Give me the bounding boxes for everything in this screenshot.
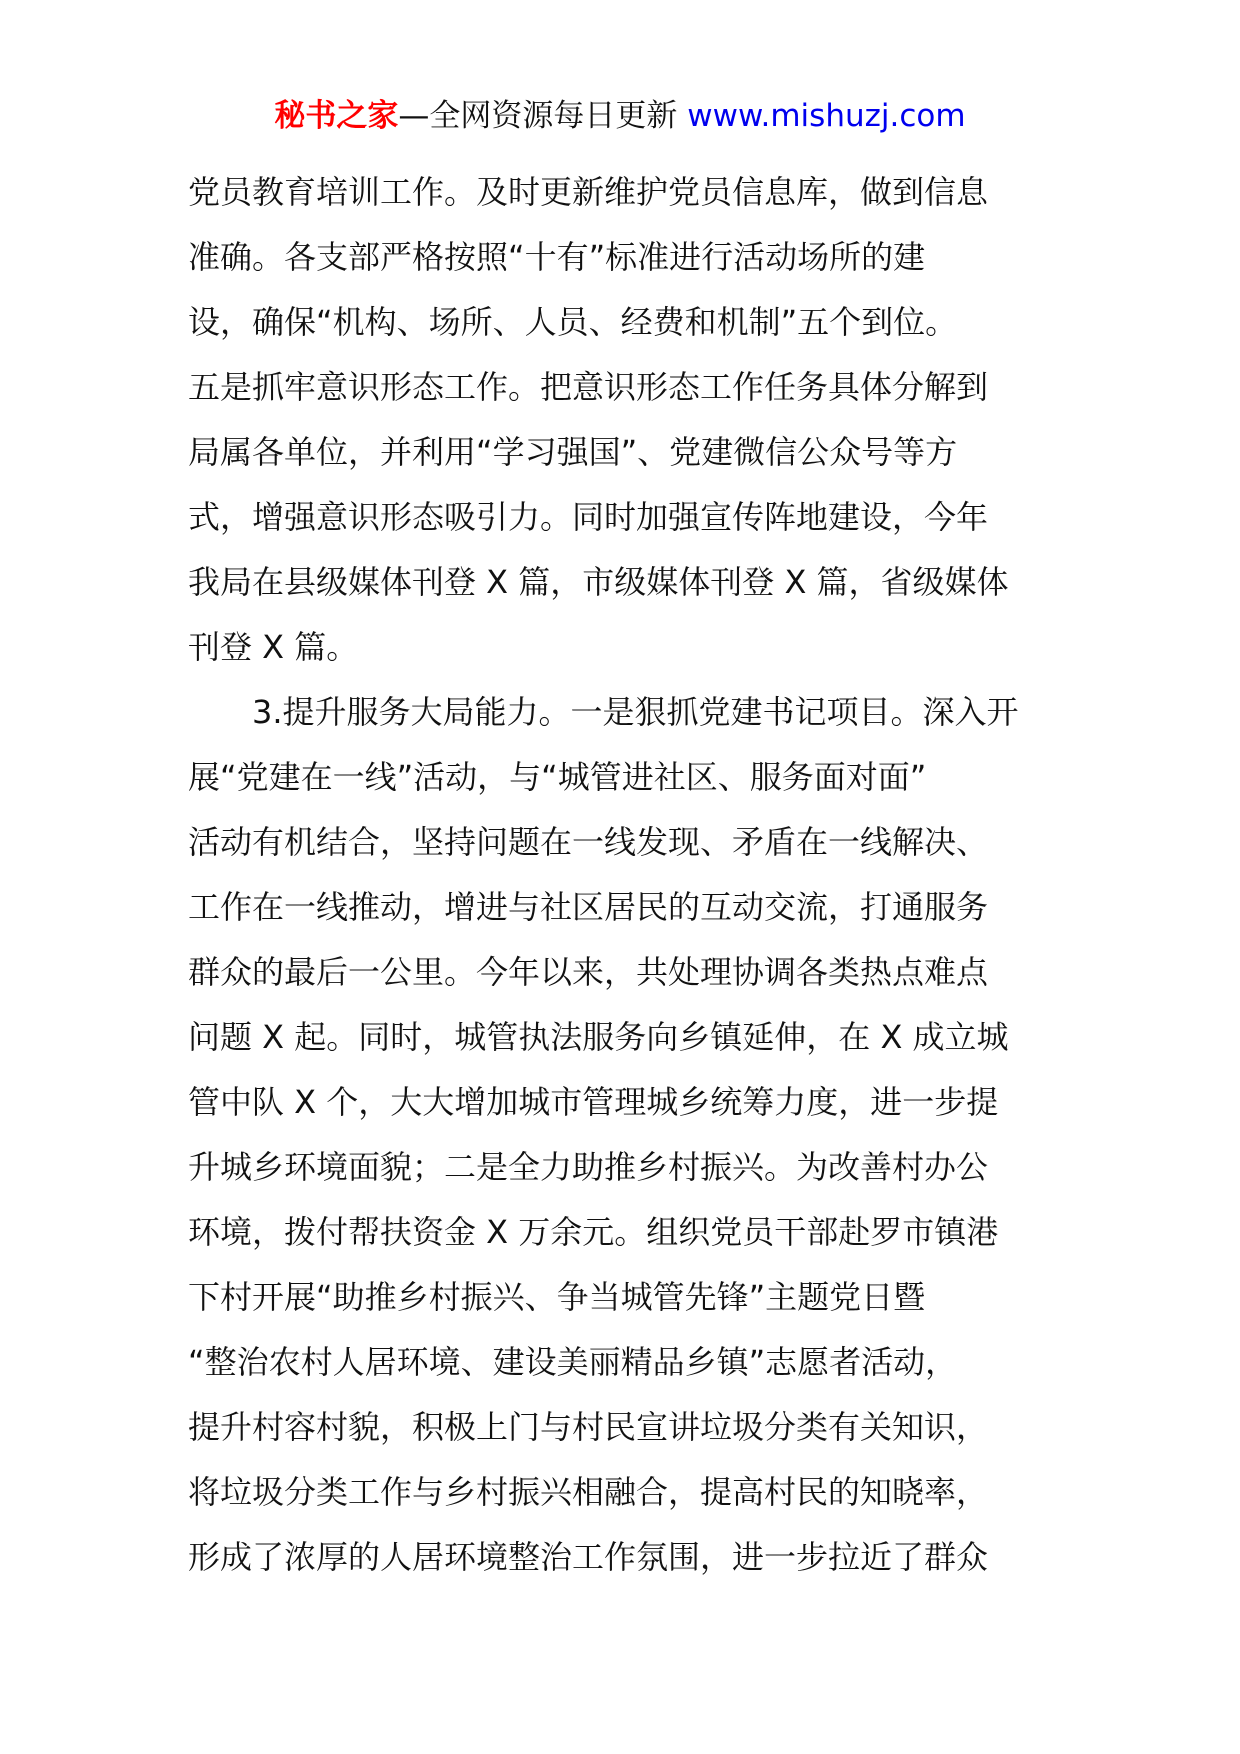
text-line: “整治农村人居环境、建设美丽精品乡镇”志愿者活动，	[188, 1343, 958, 1381]
text-line: 刊登 X 篇。	[188, 628, 359, 666]
text-line: 设，确保“机构、场所、人员、经费和机制”五个到位。	[188, 303, 958, 341]
text-line: 我局在县级媒体刊登 X 篇，市级媒体刊登 X 篇，省级媒体	[188, 563, 1009, 601]
text-line: 环境，拨付帮扶资金 X 万余元。组织党员干部赴罗市镇港	[188, 1213, 999, 1251]
text-line: 工作在一线推动，增进与社区居民的互动交流，打通服务	[188, 888, 989, 926]
text-line: 下村开展“助推乡村振兴、争当城管先锋”主题党日暨	[188, 1278, 926, 1316]
text-line: 式，增强意识形态吸引力。同时加强宣传阵地建设，今年	[188, 498, 989, 536]
brand-name: 秘书之家	[274, 98, 399, 134]
text-line: 管中队 X 个，大大增加城市管理城乡统筹力度，进一步提	[188, 1083, 999, 1121]
text-line: 活动有机结合，坚持问题在一线发现、矛盾在一线解决、	[188, 823, 989, 861]
site-url-link[interactable]: www.mishuzj.com	[687, 98, 966, 134]
text-line: 五是抓牢意识形态工作。把意识形态工作任务具体分解到	[188, 368, 989, 406]
text-line: 升城乡环境面貌；二是全力助推乡村振兴。为改善村办公	[188, 1148, 989, 1186]
document-body	[188, 160, 1058, 1590]
text-line: 党员教育培训工作。及时更新维护党员信息库，做到信息	[188, 173, 989, 211]
header-slogan: —全网资源每日更新	[398, 98, 688, 134]
paragraph-start-line: 3.提升服务大局能力。一是狠抓党建书记项目。深入开	[252, 693, 1019, 731]
watermark-header	[0, 94, 1240, 138]
text-line: 局属各单位，并利用“学习强国”、党建微信公众号等方	[188, 433, 958, 471]
text-line: 将垃圾分类工作与乡村振兴相融合，提高村民的知晓率，	[188, 1473, 989, 1511]
text-line: 提升村容村貌，积极上门与村民宣讲垃圾分类有关知识，	[188, 1408, 989, 1446]
text-line: 展“党建在一线”活动，与“城管进社区、服务面对面”	[188, 758, 927, 796]
text-line: 问题 X 起。同时，城管执法服务向乡镇延伸，在 X 成立城	[188, 1018, 1009, 1056]
text-line: 形成了浓厚的人居环境整治工作氛围，进一步拉近了群众	[188, 1538, 989, 1576]
text-line: 群众的最后一公里。今年以来，共处理协调各类热点难点	[188, 953, 989, 991]
text-line: 准确。各支部严格按照“十有”标准进行活动场所的建	[188, 238, 926, 276]
